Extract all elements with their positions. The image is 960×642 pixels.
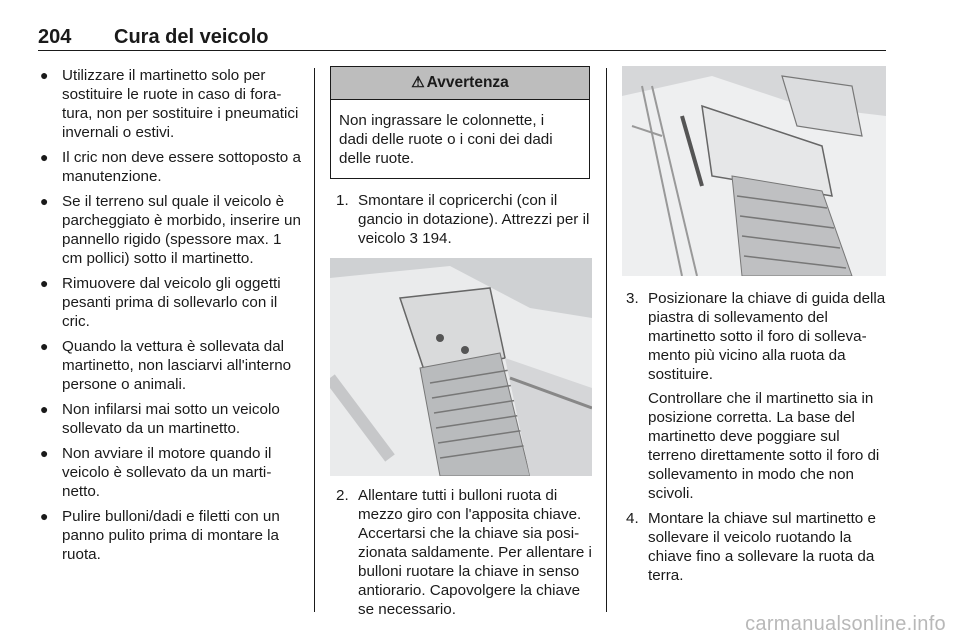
step-number: 3. [626, 290, 639, 307]
warning-title: Avvertenza [426, 74, 509, 91]
steps-list-continued [330, 486, 592, 619]
bullet-icon: ● [40, 401, 49, 417]
list-item: ● Quando la vettura è sollevata dal martinetto, non lasciarvi all'interno persone o animali. [40, 338, 292, 393]
step-number: 2. [336, 487, 349, 504]
step-item [336, 191, 592, 248]
bullet-icon: ● [40, 508, 49, 524]
instructions-column-middle [330, 66, 592, 619]
list-item: ● Rimuovere dal veicolo gli oggetti pesanti prima di sollevarlo con il cric. [40, 275, 281, 330]
header-rule [38, 50, 886, 51]
warning-text: Non ingrassare le colonnette, i dadi delle ruote o i coni dei dadi delle ruote. [339, 112, 553, 167]
warning-box [330, 66, 590, 179]
steps-list-right [622, 289, 888, 585]
list-item: ● Il cric non deve essere sottoposto a manutenzione. [40, 149, 301, 185]
bullet-icon: ● [40, 275, 49, 291]
step-text: Smontare il copricerchi (con il gancio in dotazione). Attrezzi per il veicolo 3 194. [358, 192, 590, 247]
page-number: 204 [38, 26, 72, 48]
step-text: Allentare tutti i bulloni ruota di mezzo giro con l'apposita chiave. Accertarsi che la chiave sia posizionata saldamente. Per allentare i bulloni ruotare la chiave in senso antiorario. Capovolgere la chiave se necessario. [358, 487, 592, 618]
footer-watermark: carmanualsonline.info [745, 613, 946, 635]
page-header [38, 26, 886, 50]
list-item: ● Utilizzare il martinetto solo per sostituire le ruote in caso di foratura, non per sostituire i pneumatici invernali o estivi. [40, 67, 299, 141]
steps-list [330, 191, 592, 248]
bullet-icon: ● [40, 67, 49, 83]
jack-illustration-image [622, 66, 886, 276]
section-title: Cura del veicolo [114, 26, 269, 48]
instructions-column-right [622, 66, 888, 585]
bullet-icon: ● [40, 338, 49, 354]
list-item: ● Se il terreno sul quale il veicolo è parcheggiato è morbido, inserire un pannello rigido (spessore max. 1 cm pollici) sotto il martinetto. [40, 193, 301, 267]
column-divider-left [314, 68, 315, 612]
precautions-column [38, 66, 304, 570]
step-text: Posizionare la chiave di guida della piastra di sollevamento del martinetto sotto il foro di sollevamento più vicino alla ruota da sostituire. [648, 290, 886, 383]
list-item: ● Non infilarsi mai sotto un veicolo sollevato da un martinetto. [40, 401, 280, 437]
step-number: 4. [626, 510, 639, 527]
bullet-icon: ● [40, 445, 49, 461]
step-text-note: Controllare che il martinetto sia in posizione corretta. La base del martinetto deve poggiare sul terreno direttamente sotto il foro di sollevamento in modo che non scivoli. [648, 390, 880, 502]
precautions-list [38, 66, 304, 564]
wheel-illustration-image [330, 258, 592, 476]
list-item: ● Non avviare il motore quando il veicolo è sollevato da un martinetto. [40, 445, 272, 500]
list-item: ● Pulire bulloni/dadi e filetti con un panno pulito prima di montare la ruota. [40, 508, 280, 563]
bullet-icon: ● [40, 149, 49, 165]
step-item [626, 289, 888, 503]
column-divider-right [606, 68, 607, 612]
warning-triangle-icon: ⚠ [411, 74, 425, 91]
bullet-icon: ● [40, 193, 49, 209]
step-item [626, 509, 888, 585]
step-number: 1. [336, 192, 349, 209]
step-text: Montare la chiave sul martinetto e sollevare il veicolo ruotando la chiave fino a sollevare la ruota da terra. [648, 510, 876, 584]
wheel-arch-drawing [330, 258, 592, 476]
warning-header [331, 67, 589, 100]
step-item [336, 486, 592, 619]
jack-position-drawing [622, 66, 886, 276]
